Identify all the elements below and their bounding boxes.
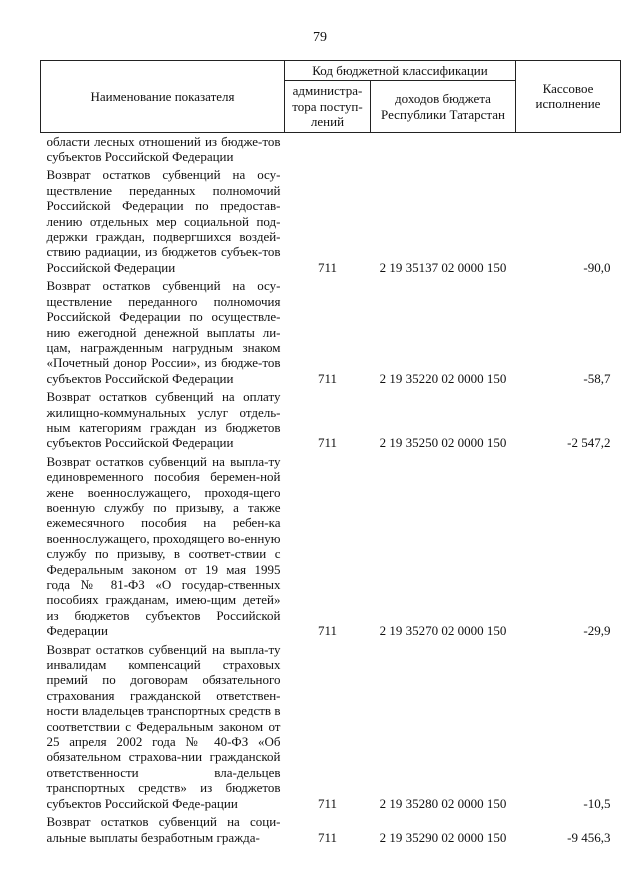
row-admin: 711 [317,435,338,451]
row-amount: -10,5 [583,795,611,811]
row-code: 2 19 35137 02 0000 150 [379,259,507,275]
row-admin: 711 [317,829,338,845]
table-header [41,61,621,133]
header-name: Наименование показателя [41,61,285,133]
row-admin: 711 [317,795,338,811]
header-execution: Кассовое исполнение [516,61,621,133]
row-name: Возврат остатков субвенций на выпла-ту единовременного пособия беремен-ной жене военнослужащего, проходя-щего военную службу по призыву, а также ежемесячного пособия на ребен-ка военнослужащего, проходящего во-енную службу по призыву, в соответ-ствии с Федеральным законом от 19 мая 1995 года № 81-ФЗ «О государ-ственных пособиях гражданам, имею-щим детей» из бюджетов субъектов Российской Федерации [46,453,281,639]
budget-table [40,60,621,845]
row-amount: -29,9 [583,623,611,639]
row-name: Возврат остатков субвенций на осу-ществление переданных полномочий Российской Федерации по предостав-лению отдельных мер социальной под-держки граждан, подвергшихся воздей-ствию радиации, из бюджетов субъек-тов Российской Федерации [46,167,281,275]
row-amount: -2 547,2 [567,435,611,451]
table-row [41,132,621,164]
row-code: 2 19 35250 02 0000 150 [379,435,507,451]
row-code: 2 19 35220 02 0000 150 [379,370,507,386]
row-code: 2 19 35270 02 0000 150 [379,623,507,639]
table-row [41,164,621,275]
row-admin: 711 [317,370,338,386]
row-name: Возврат остатков субвенций на выпла-ту инвалидам компенсаций страховых премий по договорам обязательного страхования гражданской ответствен-ности владельцев транспортных средств в соответствии с Федеральным законом от 25 апреля 2002 года № 40-ФЗ «Об обязательном страхова-нии гражданской ответственности вла-дельцев транспортных средств» из бюджетов субъектов Российской Феде-рации [46,641,281,811]
row-name: области лесных отношений из бюдже-тов субъектов Российской Федерации [46,133,281,165]
header-admin: администра-тора поступ-лений [285,81,371,132]
table-row [41,275,621,386]
row-code [371,132,516,164]
table-row [41,451,621,639]
row-amount: -90,0 [583,259,611,275]
row-amount: -9 456,3 [567,829,611,845]
page-number: 79 [313,30,327,45]
row-code: 2 19 35280 02 0000 150 [379,795,507,811]
table-row [41,386,621,451]
row-name: Возврат остатков субвенций на осу-ществление переданного полномочия Российской Федерации по осуществле-нию ежегодной денежной выплаты ли-цам, награжденным нагрудным знаком «Почетный донор России», из бюдже-тов субъектов Российской Федерации [46,278,281,386]
row-admin [285,132,371,164]
row-admin: 711 [317,623,338,639]
row-admin: 711 [317,259,338,275]
table-row [41,639,621,811]
header-code-group: Код бюджетной классификации [285,61,516,81]
table-row [41,811,621,845]
header-revenue: доходов бюджета Республики Татарстан [371,81,516,132]
row-amount: -58,7 [583,370,611,386]
row-name: Возврат остатков субвенций на соци-альные выплаты безработным гражда- [46,814,281,845]
row-name: Возврат остатков субвенций на оплату жилищно-коммунальных услуг отдель-ным категориям граждан из бюджетов субъектов Российской Федерации [46,389,281,451]
row-amount [516,132,621,164]
row-code: 2 19 35290 02 0000 150 [379,829,507,845]
